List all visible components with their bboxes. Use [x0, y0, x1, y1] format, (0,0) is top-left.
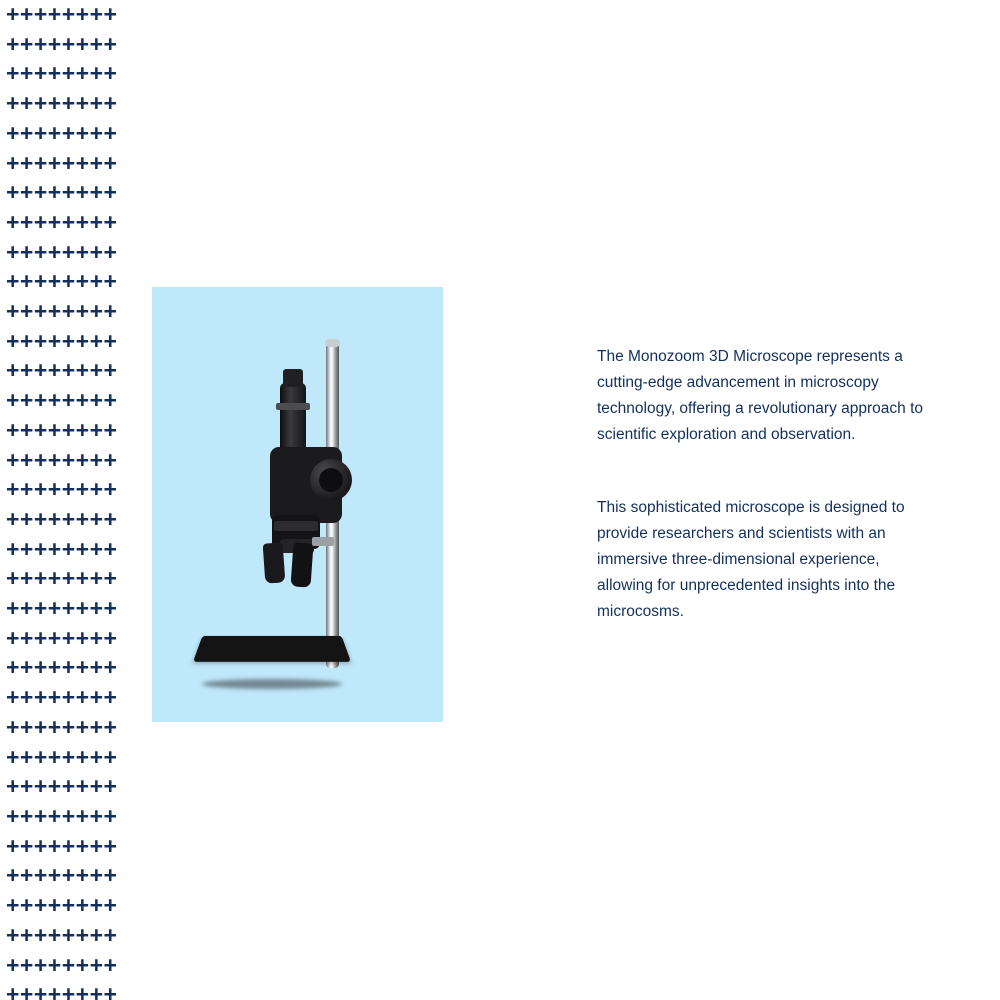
- plus-pattern-row: ++++++++: [6, 862, 118, 889]
- plus-pattern-row: ++++++++: [6, 773, 118, 800]
- microscope-post-cap: [325, 339, 340, 347]
- plus-pattern-row: ++++++++: [6, 624, 118, 651]
- description-paragraph-2: This sophisticated microscope is designed to provide researchers and scientists with an immersive three-dimensional experience, allowing for unprecedented insights into the microcosms.: [597, 499, 905, 620]
- plus-pattern-row: ++++++++: [6, 476, 118, 503]
- plus-pattern-row: ++++++++: [6, 90, 118, 117]
- plus-pattern-row: ++++++++: [6, 684, 118, 711]
- plus-pattern-row: ++++++++: [6, 981, 118, 1000]
- microscope-objective-right: [290, 542, 313, 587]
- plus-pattern-row: ++++++++: [6, 921, 118, 948]
- plus-pattern-row: ++++++++: [6, 268, 118, 295]
- plus-pattern-row: ++++++++: [6, 1, 118, 27]
- microscope-brand-label: [274, 521, 318, 531]
- plus-pattern-row: ++++++++: [6, 654, 118, 681]
- plus-pattern-decoration: [0, 0, 130, 1000]
- microscope-arm-clamp: [312, 537, 334, 546]
- plus-pattern-row: ++++++++: [6, 60, 118, 87]
- microscope-tube-ring: [276, 403, 310, 410]
- plus-pattern-row: ++++++++: [6, 595, 118, 622]
- plus-pattern-row: ++++++++: [6, 743, 118, 770]
- plus-pattern-row: ++++++++: [6, 832, 118, 859]
- microscope-base-shadow: [202, 679, 342, 689]
- plus-pattern-row: ++++++++: [6, 30, 118, 57]
- microscope-base: [193, 636, 351, 662]
- plus-pattern-row: ++++++++: [6, 387, 118, 414]
- microscope-illustration: [152, 287, 443, 722]
- microscope-focus-knob-inner: [319, 468, 343, 492]
- plus-pattern-row: ++++++++: [6, 149, 118, 176]
- plus-pattern-row: ++++++++: [6, 535, 118, 562]
- plus-pattern-row: ++++++++: [6, 565, 118, 592]
- plus-pattern-row: ++++++++: [6, 802, 118, 829]
- plus-pattern-row: ++++++++: [6, 298, 118, 325]
- microscope-objective-left: [263, 542, 286, 583]
- plus-pattern-row: ++++++++: [6, 119, 118, 146]
- plus-pattern-row: ++++++++: [6, 713, 118, 740]
- plus-pattern-row: ++++++++: [6, 179, 118, 206]
- plus-pattern-row: ++++++++: [6, 446, 118, 473]
- product-description: [597, 344, 927, 625]
- plus-pattern-row: ++++++++: [6, 892, 118, 919]
- plus-pattern-row: ++++++++: [6, 951, 118, 978]
- plus-pattern-row: ++++++++: [6, 505, 118, 532]
- description-paragraph-1: The Monozoom 3D Microscope represents a cutting-edge advancement in microscopy technology, offering a revolutionary approach to scientific exploration and observation.: [597, 348, 923, 443]
- plus-pattern-row: ++++++++: [6, 208, 118, 235]
- product-image-panel: [152, 287, 443, 722]
- plus-pattern-row: ++++++++: [6, 357, 118, 384]
- plus-pattern-row: ++++++++: [6, 327, 118, 354]
- plus-pattern-row: ++++++++: [6, 416, 118, 443]
- plus-pattern-row: ++++++++: [6, 238, 118, 265]
- microscope-eyepiece: [283, 369, 303, 387]
